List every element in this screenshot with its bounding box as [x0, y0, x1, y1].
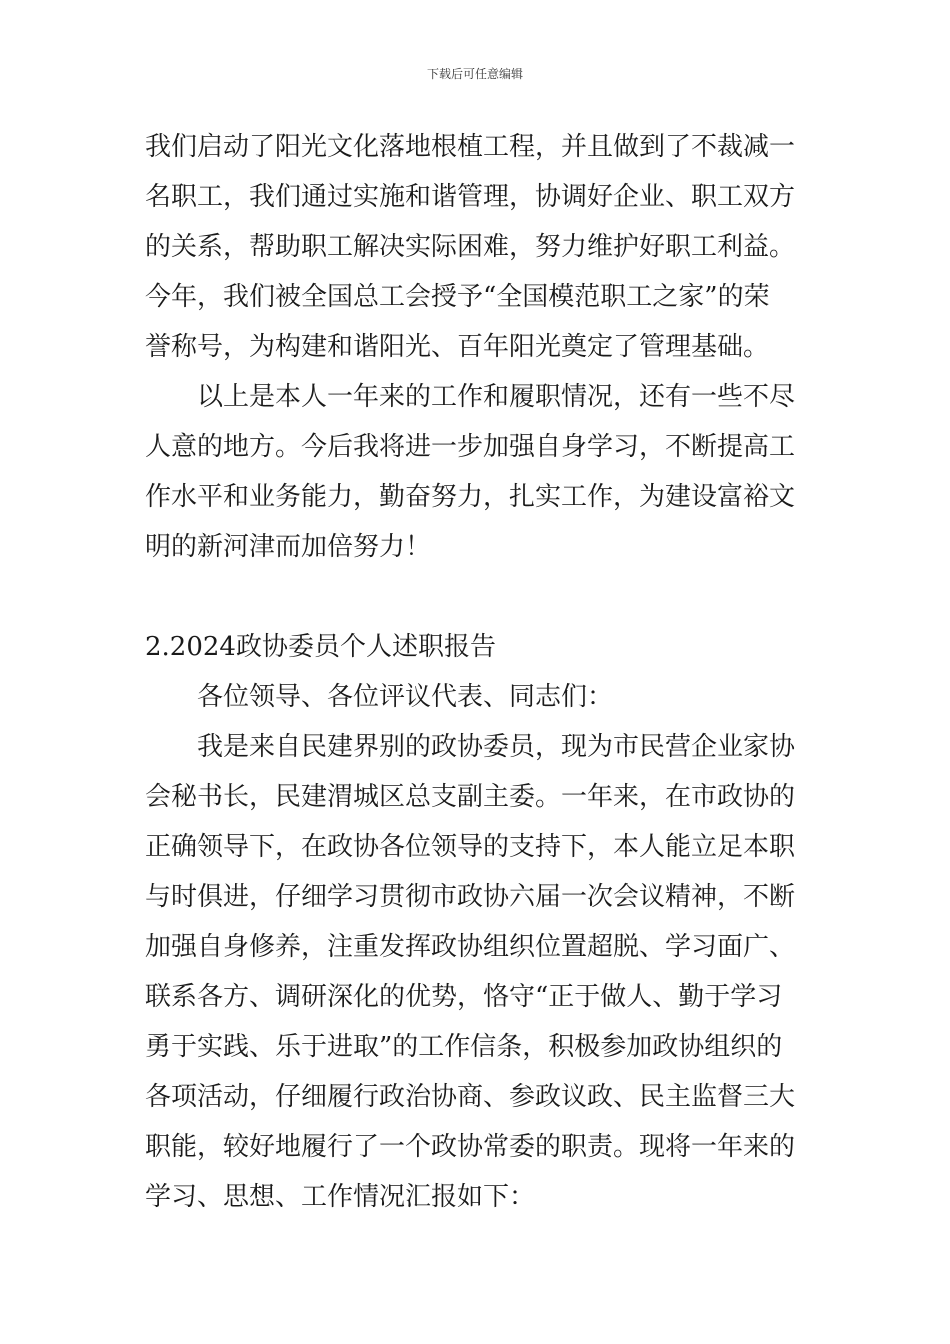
body-line: 作水平和业务能力，勤奋努力，扎实工作，为建设富裕文 — [145, 482, 796, 512]
salutation-line: 各位领导、各位评议代表、同志们： — [197, 682, 614, 712]
body-line: 与时俱进，仔细学习贯彻市政协六届一次会议精神，不断 — [145, 882, 796, 912]
body-line: 各项活动，仔细履行政治协商、参政议政、民主监督三大 — [145, 1082, 796, 1112]
body-line: 今年，我们被全国总工会授予“全国模范职工之家”的荣 — [145, 282, 770, 312]
section-heading: 2.2024政协委员个人述职报告 — [145, 632, 496, 662]
body-line: 学习、思想、工作情况汇报如下： — [145, 1182, 536, 1212]
body-line: 誉称号，为构建和谐阳光、百年阳光奠定了管理基础。 — [145, 332, 770, 362]
paragraph-start-line: 我是来自民建界别的政协委员，现为市民营企业家协 — [197, 732, 796, 762]
page-header-note: 下载后可任意编辑 — [426, 67, 523, 81]
body-line: 联系各方、调研深化的优势，恪守“正于做人、勤于学习 — [145, 982, 783, 1012]
body-line: 名职工，我们通过实施和谐管理，协调好企业、职工双方 — [145, 182, 796, 212]
body-line: 我们启动了阳光文化落地根植工程，并且做到了不裁减一 — [145, 132, 796, 162]
body-line: 加强自身修养，注重发挥政协组织位置超脱、学习面广、 — [145, 932, 796, 962]
body-line: 职能，较好地履行了一个政协常委的职责。现将一年来的 — [145, 1132, 796, 1162]
body-line: 人意的地方。今后我将进一步加强自身学习，不断提高工 — [145, 432, 796, 462]
body-line: 的关系，帮助职工解决实际困难，努力维护好职工利益。 — [145, 232, 796, 262]
body-line: 正确领导下，在政协各位领导的支持下，本人能立足本职 — [145, 832, 796, 862]
body-line: 会秘书长，民建渭城区总支副主委。一年来，在市政协的 — [145, 782, 796, 812]
paragraph-start-line: 以上是本人一年来的工作和履职情况，还有一些不尽 — [197, 382, 796, 412]
body-line: 明的新河津而加倍努力！ — [145, 532, 432, 562]
body-line: 勇于实践、乐于进取”的工作信条，积极参加政协组织的 — [145, 1032, 783, 1062]
